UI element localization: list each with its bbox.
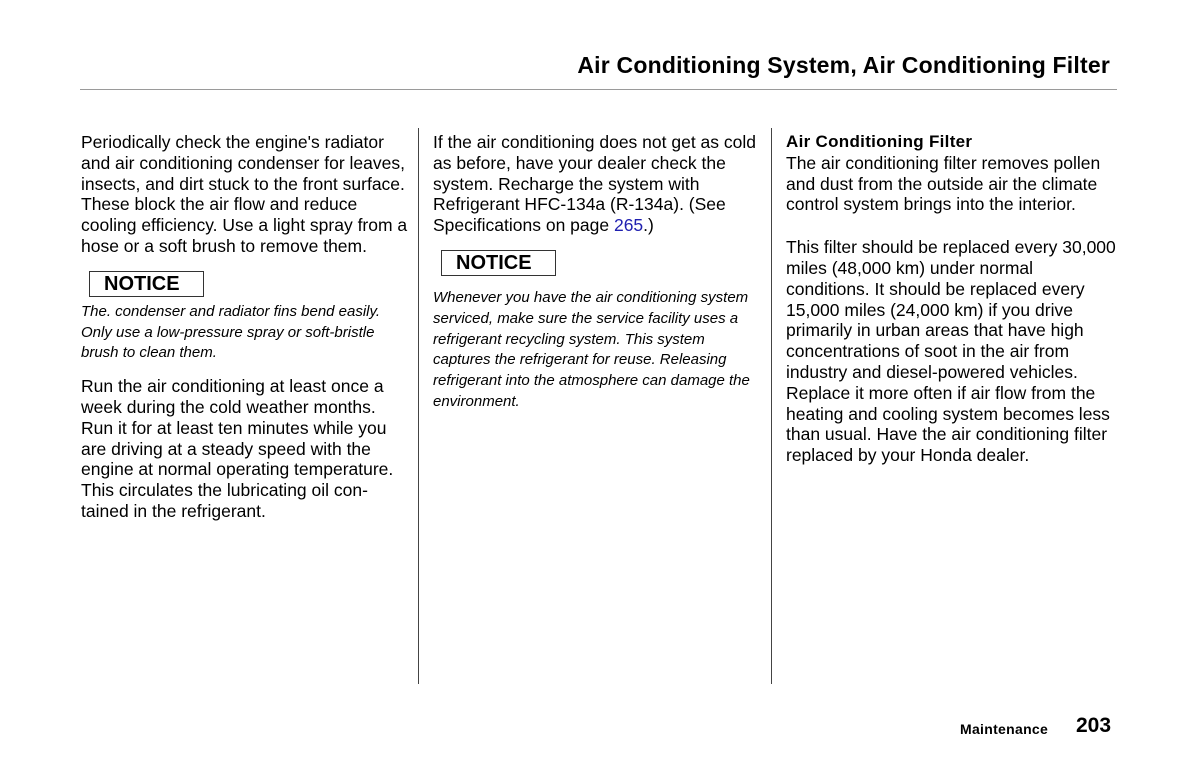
col1-paragraph-1: Periodically check the engine's radiator and air conditioning condenser for leaves, insects, and dirt stuck to the front surface. These block the air flow and reduce cooling efficiency. Use a light spray from a hose or a soft brush to remove them. <box>81 132 408 256</box>
page-title: Air Conditioning System, Air Conditioning Filter <box>577 52 1110 78</box>
header-rule <box>80 89 1117 90</box>
col3-paragraph-2: This filter should be replaced every 30,000 miles (48,000 km) under normal conditions. It should be replaced every 15,000 miles (24,000 km) if you drive primarily in urban areas that have high concentrations of soot in the air from industry and diesel-powered vehicles. Replace it more often if air flow from the heating and cooling system becomes less than usual. Have the air conditioning filter replaced by your Honda dealer. <box>786 237 1116 466</box>
footer-section-label: Maintenance <box>960 721 1049 737</box>
notice-label: NOTICE <box>441 250 556 276</box>
column-divider-2 <box>771 128 772 684</box>
col3-paragraph-1: The air conditioning filter removes pollen and dust from the outside air the climate control system brings into the interior. <box>786 152 1101 215</box>
notice-label: NOTICE <box>89 271 204 297</box>
col2-text-after-link: .) <box>643 215 654 236</box>
column-1 <box>81 132 411 522</box>
page-number: 203 <box>1076 714 1112 737</box>
column-2 <box>433 132 763 413</box>
col2-text-before-link: If the air conditioning does not get as cold as before, have your dealer check the system. Recharge the system with Refrigerant HFC-134a (R-134a). (See Specifications on page <box>433 132 756 236</box>
notice-text: The. condenser and radiator fins bend easily. Only use a low-pressure spray or soft-bristle brush to clean them. <box>81 302 381 362</box>
column-3 <box>786 132 1116 466</box>
section-heading: Air Conditioning Filter <box>786 132 973 151</box>
notice-text: Whenever you have the air conditioning system serviced, make sure the service facility uses a refrigerant recycling system. This system captures the refrigerant for reuse. Releasing refrigerant into the atmosphere can damage the environment. <box>433 288 750 410</box>
col2-paragraph-1 <box>433 132 763 236</box>
col1-paragraph-2: Run the air conditioning at least once a week during the cold weather months. Run it for at least ten minutes while you are driving at a steady speed with the engine at normal operating temperature. This circulates the lubricating oil con-tained in the refrigerant. <box>81 376 394 521</box>
page-link[interactable]: 265 <box>613 215 644 236</box>
column-divider-1 <box>418 128 419 684</box>
